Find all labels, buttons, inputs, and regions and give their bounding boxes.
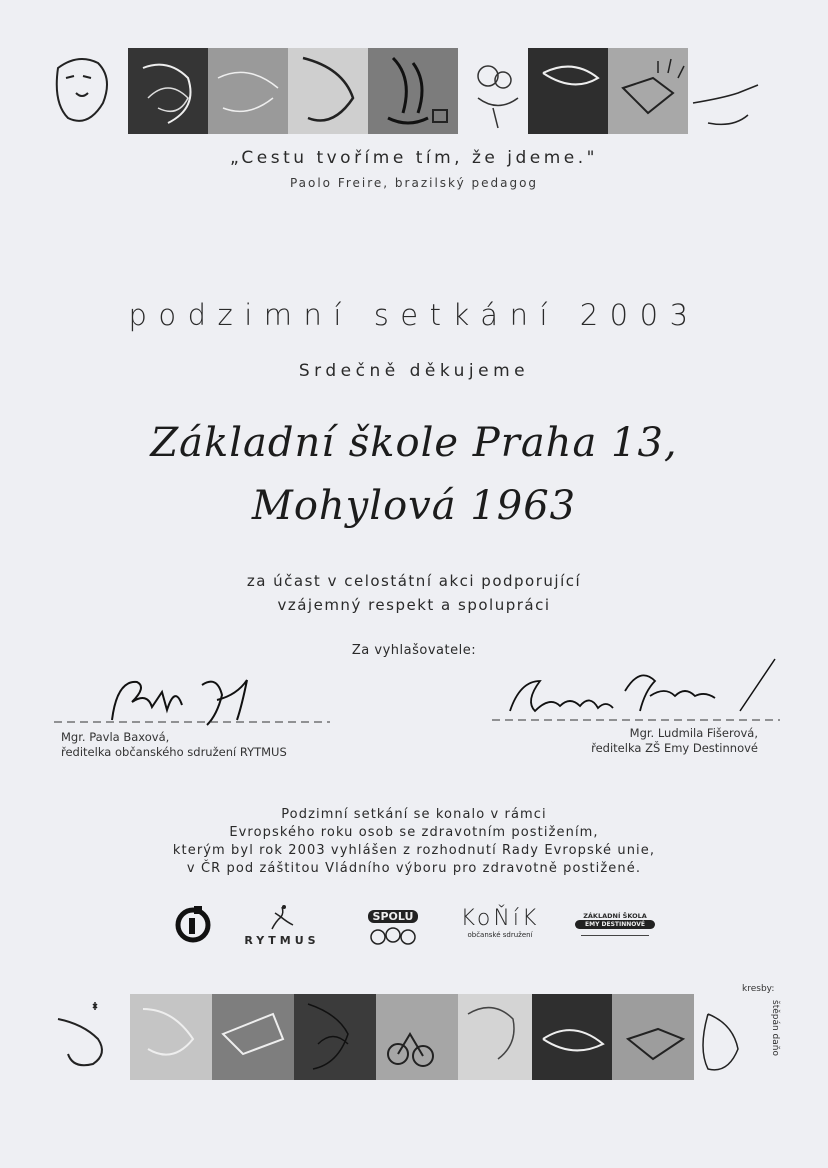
credits-label: kresby: xyxy=(742,984,775,994)
footnote-line-1: Podzimní setkání se konalo v rámci xyxy=(281,807,547,822)
reason-line-2: vzájemný respekt a spolupráci xyxy=(277,596,551,614)
top-drawing-strip xyxy=(48,48,768,134)
school-logo xyxy=(575,912,655,936)
right-signatory-role: ředitelka ZŠ Emy Destinnové xyxy=(591,741,758,755)
motto-quote: „Cestu tvoříme tím, že jdeme." xyxy=(230,148,598,168)
konik-logo-subtext: občanské sdružení xyxy=(467,931,533,939)
right-signatory-text xyxy=(591,726,758,756)
footnote-line-4: v ČR pod záštitou Vládního výboru pro zdravotně postižené. xyxy=(186,861,642,876)
accessibility-logo-icon xyxy=(174,904,214,948)
recipient-line-1: Základní škole Praha 13, xyxy=(150,420,678,466)
konik-logo xyxy=(460,906,540,939)
spolu-logo xyxy=(368,910,418,951)
event-title: podzimní setkání 2003 xyxy=(128,298,700,332)
right-signature-graphic xyxy=(490,656,790,726)
spolu-logo-text: SPOLU xyxy=(368,910,418,923)
school-logo-mid-text: EMY DESTINNOVÉ xyxy=(575,920,655,929)
thanks-heading: Srdečně děkujeme xyxy=(298,361,530,381)
top-drawings-graphic xyxy=(48,48,768,134)
bottom-drawing-strip xyxy=(48,994,768,1080)
left-signatory-name: Mgr. Pavla Baxová, xyxy=(61,730,170,744)
announcer-label: Za vyhlašovatele: xyxy=(351,643,477,658)
spolu-figures-icon xyxy=(368,923,418,947)
left-signatory-role: ředitelka občanského sdružení RYTMUS xyxy=(61,745,287,759)
partner-logos xyxy=(170,898,670,968)
reason-line-1: za účast v celostátní akci podporující xyxy=(246,572,582,590)
konik-logo-text: KoŇíK xyxy=(460,906,540,931)
right-signatory-name: Mgr. Ludmila Fišerová, xyxy=(629,726,758,740)
credits-name: štěpán daňo xyxy=(770,1000,780,1056)
rytmus-logo xyxy=(242,904,322,947)
left-signature-block xyxy=(52,670,332,770)
left-signatory-text xyxy=(61,730,287,760)
footnote-line-3: kterým byl rok 2003 vyhlášen z rozhodnutí Rady Evropské unie, xyxy=(172,843,656,858)
right-signature-block xyxy=(490,656,790,766)
rytmus-logo-text: RYTMUS xyxy=(244,934,320,947)
school-logo-rule xyxy=(581,929,649,936)
bottom-drawings-graphic xyxy=(48,994,768,1080)
dancer-icon xyxy=(267,904,297,934)
motto-author: Paolo Freire, brazilský pedagog xyxy=(289,176,539,190)
recipient-line-2: Mohylová 1963 xyxy=(251,483,577,529)
footnote xyxy=(0,806,828,878)
footnote-line-2: Evropského roku osob se zdravotním postižením, xyxy=(229,825,599,840)
school-logo-top-text: ZÁKLADNÍ ŠKOLA xyxy=(583,912,647,920)
left-signature-graphic xyxy=(52,670,332,730)
